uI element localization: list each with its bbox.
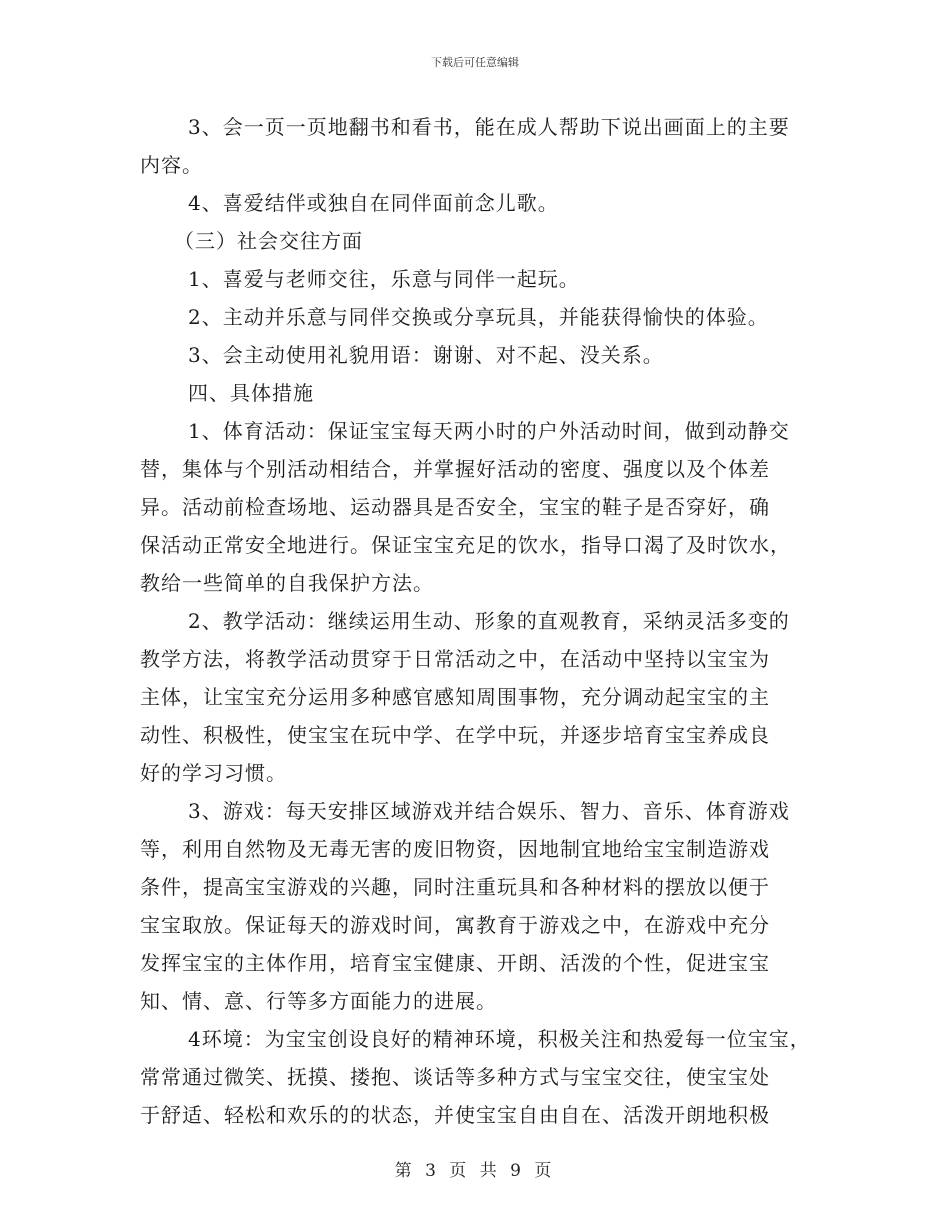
text-line: 保活动正常安全地进行。保证宝宝充足的饮水，指导口渴了及时饮水，	[140, 533, 791, 557]
text-line: 宝宝取放。保证每天的游戏时间，寓教育于游戏之中，在游戏中充分	[140, 913, 770, 937]
text-line: 条件，提高宝宝游戏的兴趣，同时注重玩具和各种材料的摆放以便于	[140, 875, 770, 899]
text-line: 2、主动并乐意与同伴交换或分享玩具，并能获得愉快的体验。	[188, 305, 769, 329]
text-line: 等，利用自然物及无毒无害的废旧物资，因地制宜地给宝宝制造游戏	[140, 837, 770, 861]
text-line: 知、情、意、行等多方面能力的进展。	[140, 989, 497, 1013]
text-line: 4环境：为宝宝创设良好的精神环境，积极关注和热爱每一位宝宝，	[188, 1027, 811, 1051]
text-line: 于舒适、轻松和欢乐的的状态，并使宝宝自由自在、活泼开朗地积极	[140, 1103, 770, 1127]
text-line: 异。活动前检查场地、运动器具是否安全，宝宝的鞋子是否穿好，确	[140, 495, 770, 519]
document-body	[140, 112, 820, 1138]
text-line: （三）社会交往方面	[174, 229, 363, 253]
page-footer: 第 3 页 共 9 页	[394, 1161, 556, 1181]
text-line: 2、教学活动：继续运用生动、形象的直观教育，采纳灵活多变的	[188, 609, 790, 633]
text-line: 好的学习习惯。	[140, 761, 287, 785]
page-header: 下载后可任意编辑	[431, 56, 519, 69]
text-line: 常常通过微笑、抚摸、搂抱、谈话等多种方式与宝宝交往，使宝宝处	[140, 1065, 770, 1089]
text-line: 主体，让宝宝充分运用多种感官感知周围事物，充分调动起宝宝的主	[140, 685, 770, 709]
text-line: 内容。	[140, 153, 203, 177]
text-line: 3、游戏：每天安排区域游戏并结合娱乐、智力、音乐、体育游戏	[188, 799, 790, 823]
text-line: 1、喜爱与老师交往，乐意与同伴一起玩。	[188, 267, 580, 291]
text-line: 教学方法，将教学活动贯穿于日常活动之中，在活动中坚持以宝宝为	[140, 647, 770, 671]
text-line: 教给一些简单的自我保护方法。	[140, 571, 434, 595]
text-line: 3、会一页一页地翻书和看书，能在成人帮助下说出画面上的主要	[188, 115, 790, 139]
text-line: 1、体育活动：保证宝宝每天两小时的户外活动时间，做到动静交	[188, 419, 790, 443]
text-line: 3、会主动使用礼貌用语：谢谢、对不起、没关系。	[188, 343, 664, 367]
text-line: 动性、积极性，使宝宝在玩中学、在学中玩，并逐步培育宝宝养成良	[140, 723, 770, 747]
text-line: 替，集体与个别活动相结合，并掌握好活动的密度、强度以及个体差	[140, 457, 770, 481]
text-line: 四、具体措施	[188, 381, 314, 405]
text-line: 发挥宝宝的主体作用，培育宝宝健康、开朗、活泼的个性，促进宝宝	[140, 951, 770, 975]
text-line: 4、喜爱结伴或独自在同伴面前念儿歌。	[188, 191, 559, 215]
